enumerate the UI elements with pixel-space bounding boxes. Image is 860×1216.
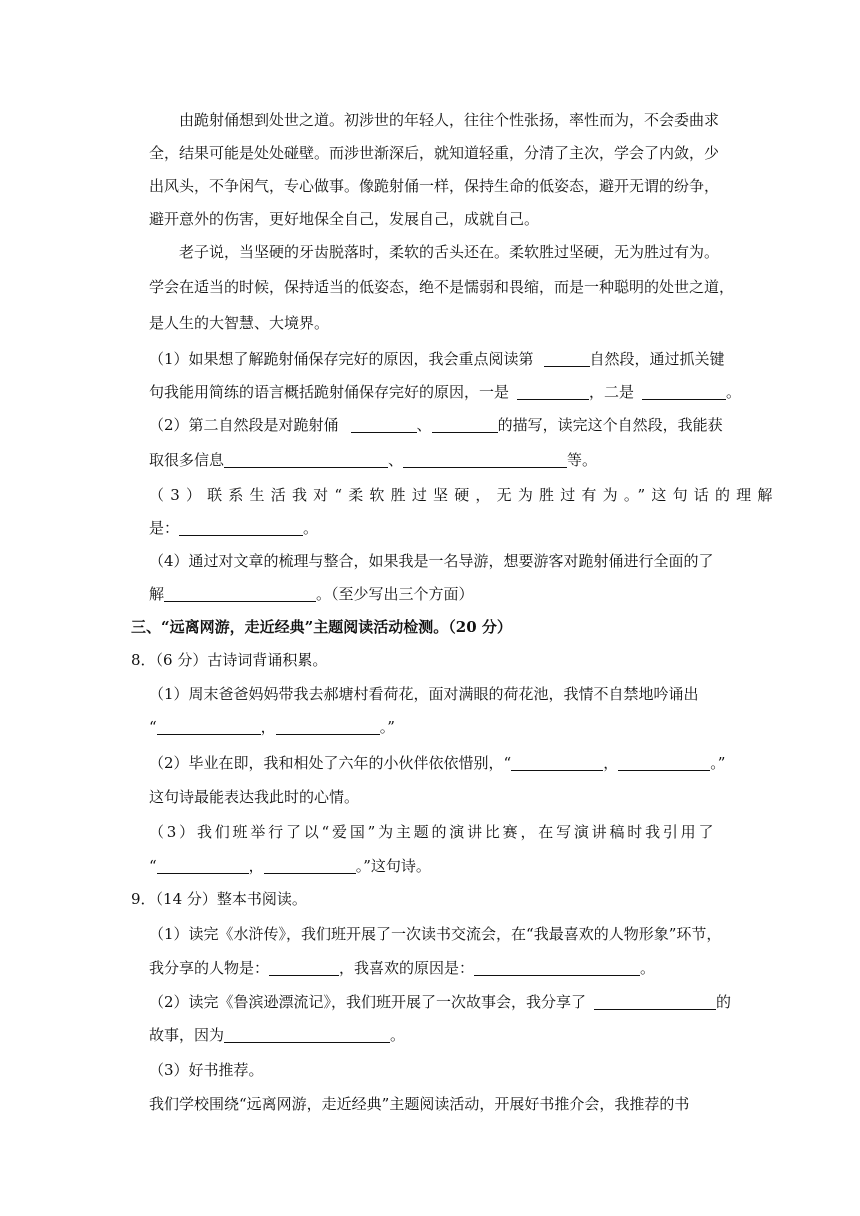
- text-line: 老子说，当坚硬的牙齿脱落时，柔软的舌头还在。柔软胜过坚硬，无为胜过有为。: [179, 243, 720, 261]
- section-heading: 三、“远离网游，走近经典”主题阅读活动检测。（20 分）: [131, 618, 512, 636]
- answer-blank[interactable]: [517, 383, 589, 400]
- question-line: （1）如果想了解跪射俑保存完好的原因，我会重点阅读第 自然段，通过抓关键: [149, 350, 725, 368]
- text-line: 避开意外的伤害，更好地保全自己，发展自己，成就自己。: [149, 210, 540, 228]
- answer-blank[interactable]: [351, 416, 417, 433]
- answer-blank[interactable]: [544, 350, 590, 367]
- text-line: 学会在适当的时候，保持适当的低姿态，绝不是懦弱和畏缩，而是一种聪明的处世之道，: [149, 278, 735, 296]
- question-line: 取很多信息 、 等。: [149, 451, 598, 469]
- answer-blank[interactable]: [179, 519, 303, 536]
- answer-blank[interactable]: [642, 383, 726, 400]
- question-line: “ ， 。”这句诗。: [149, 857, 431, 875]
- answer-blank[interactable]: [511, 754, 603, 771]
- question-line: 故事，因为 。: [149, 1026, 406, 1044]
- answer-blank[interactable]: [432, 416, 498, 433]
- question-line: （3）我们班举行了以“爱国”为主题的演讲比赛，在写演讲稿时我引用了: [149, 823, 717, 841]
- answer-blank[interactable]: [474, 959, 640, 976]
- answer-blank[interactable]: [618, 754, 710, 771]
- question-line: （4）通过对文章的梳理与整合，如果我是一名导游，想要游客对跪射俑进行全面的了: [149, 552, 714, 570]
- question-line: （2）毕业在即，我和相处了六年的小伙伴依依惜别，“ ， 。”: [149, 754, 726, 772]
- question-line: 这句诗最能表达我此时的心情。: [149, 788, 360, 806]
- question-line: （3）好书推荐。: [149, 1061, 264, 1079]
- question-line: （3）联系生活我对“柔软胜过坚硬，无为胜过有为。”这句话的理解: [149, 486, 779, 504]
- question-line: （1）周末爸爸妈妈带我去郝塘村看荷花，面对满眼的荷花池，我情不自禁地吟诵出: [149, 685, 699, 703]
- question-line: 我分享的人物是： ，我喜欢的原因是： 。: [149, 959, 656, 977]
- text-line: 是人生的大智慧、大境界。: [149, 314, 330, 332]
- answer-blank[interactable]: [594, 993, 716, 1010]
- answer-blank[interactable]: [269, 959, 339, 976]
- text-line: 全，结果可能是处处碰壁。而涉世渐深后，就知道轻重，分清了主次，学会了内敛，少: [149, 144, 720, 162]
- question-line: 我们学校围绕“远离网游，走近经典”主题阅读活动，开展好书推介会，我推荐的书: [149, 1095, 690, 1113]
- question-line: （2）第二自然段是对跪射俑 、 的描写，读完这个自然段，我能获: [149, 416, 723, 434]
- answer-blank[interactable]: [224, 451, 388, 468]
- question-line: 是： 。: [149, 519, 319, 537]
- question-line: 句我能用简练的语言概括跪射俑保存完好的原因，一是 ，二是 。: [149, 383, 742, 401]
- answer-blank[interactable]: [224, 1026, 390, 1043]
- answer-blank[interactable]: [164, 585, 316, 602]
- answer-blank[interactable]: [403, 451, 567, 468]
- text-line: 由跪射俑想到处世之道。初涉世的年轻人，往往个性张扬，率性而为，不会委曲求: [179, 111, 720, 129]
- question-line: （1）读完《水浒传》，我们班开展了一次读书交流会，在“我最喜欢的人物形象”环节，: [149, 925, 722, 943]
- text-line: 出风头，不争闲气，专心做事。像跪射俑一样，保持生命的低姿态，避开无谓的纷争，: [149, 177, 720, 195]
- question-title: 9．（14 分）整本书阅读。: [131, 890, 307, 908]
- question-line: “ ， 。”: [149, 718, 395, 736]
- question-line: （2）读完《鲁滨逊漂流记》，我们班开展了一次故事会，我分享了 的: [149, 993, 732, 1011]
- answer-blank[interactable]: [157, 718, 261, 735]
- answer-blank[interactable]: [157, 857, 249, 874]
- question-title: 8．（6 分）古诗词背诵积累。: [131, 651, 328, 669]
- answer-blank[interactable]: [264, 857, 356, 874]
- question-line: 解 。（至少写出三个方面）: [149, 585, 474, 603]
- answer-blank[interactable]: [276, 718, 380, 735]
